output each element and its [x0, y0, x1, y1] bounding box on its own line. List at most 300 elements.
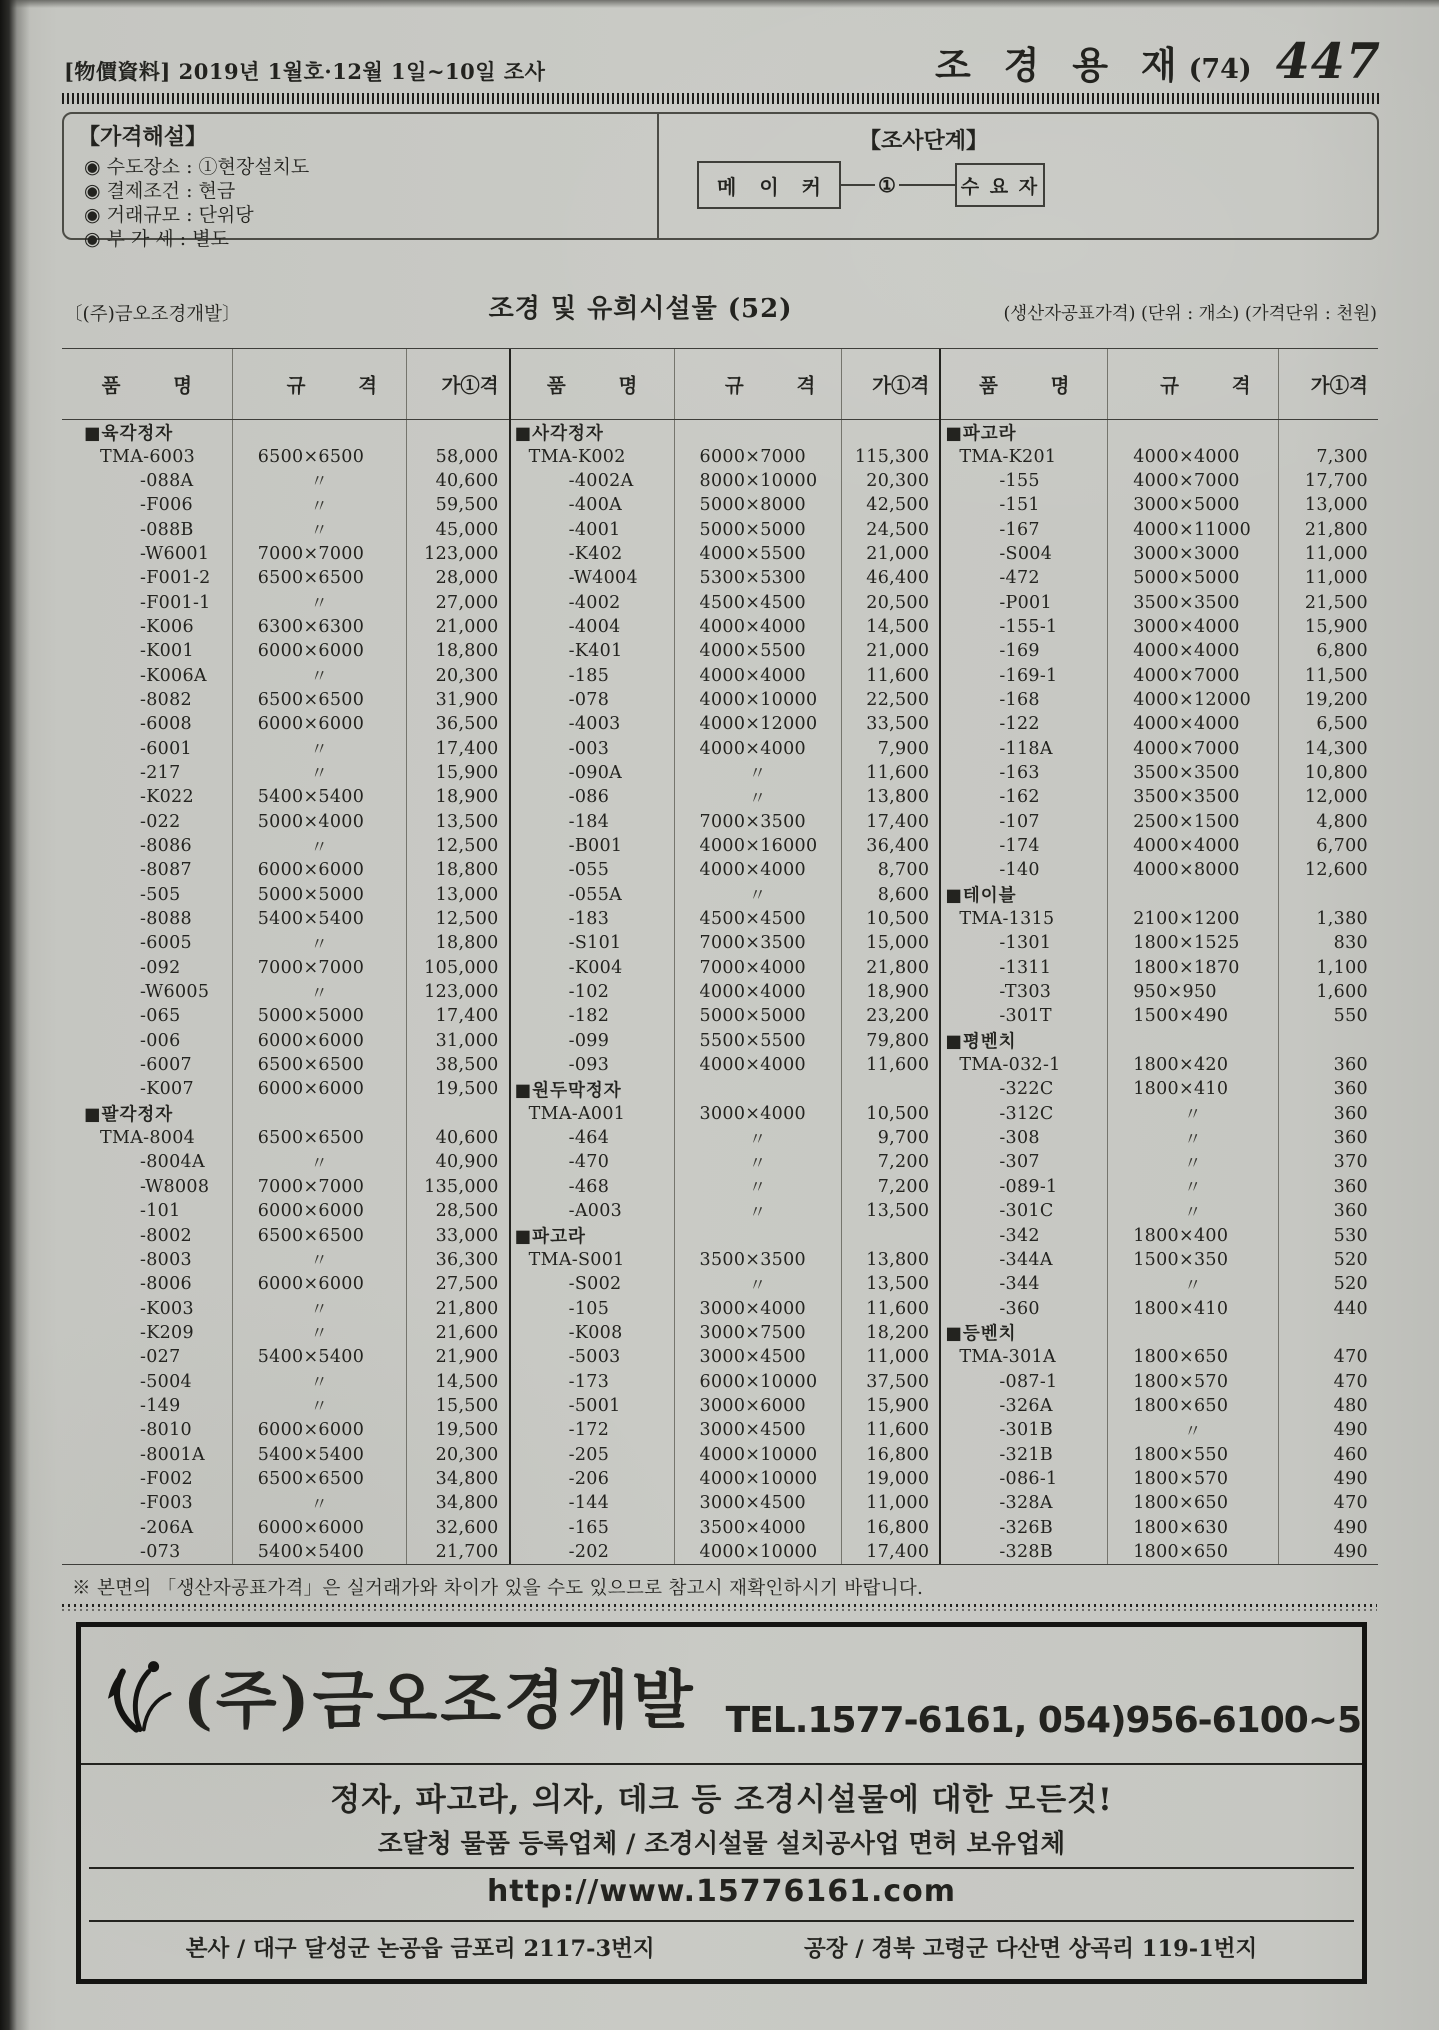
spec-cell: 5300×5300 — [674, 566, 841, 590]
item-name-cell: -099 — [568, 1030, 610, 1051]
spec-cell: 〃 — [674, 1199, 841, 1223]
item-name-cell: TMA-S001 — [528, 1249, 625, 1270]
item-name-cell: -6001 — [140, 738, 192, 759]
price-cell: 490 — [1278, 1418, 1378, 1442]
item-name-cell: -5001 — [568, 1395, 621, 1416]
spec-cell: 1800×650 — [1107, 1491, 1277, 1515]
spec-cell: 1800×570 — [1107, 1369, 1277, 1393]
spec-cell: 6500×6500 — [232, 1053, 406, 1077]
item-name-cell: -K209 — [140, 1322, 194, 1343]
spec-cell: 6000×6000 — [232, 639, 406, 663]
item-name-cell: -006 — [140, 1030, 181, 1051]
spec-cell: 6000×6000 — [232, 712, 406, 736]
table-row — [941, 1004, 1378, 1028]
table-row — [62, 736, 509, 760]
scan-edge-shadow — [0, 0, 1439, 8]
item-name-cell: -4001 — [568, 519, 621, 540]
table-header-row — [511, 349, 940, 419]
item-name-cell: -8003 — [140, 1249, 192, 1270]
flow-step-label: ① — [878, 173, 896, 197]
spec-cell: 4000×8000 — [1107, 858, 1277, 882]
spec-cell: 4000×16000 — [674, 834, 841, 858]
table-row — [62, 1004, 509, 1028]
price-cell — [841, 1077, 940, 1101]
price-cell — [406, 420, 509, 444]
advertisement-box — [76, 1622, 1367, 1984]
item-name-cell: -206 — [568, 1468, 610, 1489]
column-header-price: 가①격 — [841, 349, 940, 419]
table-row — [941, 517, 1378, 541]
item-name-cell: -169 — [999, 641, 1040, 662]
item-name-cell: -K004 — [568, 957, 623, 978]
price-cell: 460 — [1278, 1442, 1378, 1466]
item-name-cell: -105 — [568, 1298, 610, 1319]
item-name-cell: -K008 — [568, 1322, 623, 1343]
price-cell — [841, 420, 940, 444]
item-name-cell: -087-1 — [999, 1371, 1058, 1392]
spec-cell: 〃 — [674, 761, 841, 785]
price-cell: 21,600 — [406, 1321, 509, 1345]
spec-cell: 3500×3500 — [1107, 590, 1277, 614]
item-name-cell: -144 — [568, 1493, 610, 1514]
item-name-cell: -328A — [999, 1493, 1053, 1514]
item-name-cell: -182 — [568, 1006, 610, 1027]
price-cell: 14,500 — [841, 615, 940, 639]
section-header-row — [511, 1223, 940, 1247]
header-right — [935, 32, 1381, 90]
spec-cell: 4000×4000 — [674, 615, 841, 639]
table-row — [941, 1102, 1378, 1126]
item-name-cell: -102 — [568, 982, 610, 1003]
table-row — [511, 1296, 940, 1320]
table-row — [941, 639, 1378, 663]
section-title: 조 경 용 재 — [934, 43, 1187, 87]
spec-cell: 5400×5400 — [232, 1442, 406, 1466]
column-header-price: 가①격 — [406, 349, 509, 419]
spec-cell: 1800×420 — [1107, 1053, 1277, 1077]
table-row — [941, 1515, 1378, 1539]
spec-cell: 〃 — [232, 663, 406, 687]
spec-cell: 4000×7000 — [1107, 663, 1277, 687]
spec-cell: 〃 — [232, 1150, 406, 1174]
spec-cell: 3000×4000 — [674, 1296, 841, 1320]
table-row — [511, 712, 940, 736]
spec-cell: 1800×570 — [1107, 1467, 1277, 1491]
price-cell: 20,300 — [841, 469, 940, 493]
spec-cell: 4000×4000 — [1107, 712, 1277, 736]
price-cell: 17,400 — [406, 736, 509, 760]
price-cell: 22,500 — [841, 688, 940, 712]
price-cell: 19,000 — [841, 1467, 940, 1491]
table-row — [511, 1418, 940, 1442]
spec-cell: 4000×4000 — [1107, 639, 1277, 663]
spec-cell: 1500×350 — [1107, 1248, 1277, 1272]
item-name-cell: -F003 — [140, 1493, 193, 1514]
table-row — [511, 834, 940, 858]
spec-cell: 〃 — [232, 736, 406, 760]
spec-cell: 7000×7000 — [232, 1175, 406, 1199]
column-header-name: 품 명 — [101, 374, 193, 397]
price-cell: 42,500 — [841, 493, 940, 517]
item-name-cell: -470 — [568, 1152, 610, 1173]
table-row — [511, 785, 940, 809]
price-cell — [1278, 420, 1378, 444]
spec-cell: 6500×6500 — [232, 566, 406, 590]
item-name-cell: TMA-K201 — [959, 446, 1057, 467]
spec-cell: 3000×7500 — [674, 1321, 841, 1345]
spec-cell: 6000×6000 — [232, 1199, 406, 1223]
item-name-cell: -086-1 — [999, 1468, 1058, 1489]
price-guide-item: ◉ 부 가 세 : 별도 — [84, 228, 229, 250]
table-row — [62, 883, 509, 907]
price-table — [62, 348, 1378, 1565]
table-row — [941, 907, 1378, 931]
price-cell: 13,500 — [841, 1199, 940, 1223]
table-row — [511, 1442, 940, 1466]
company-logo-icon — [103, 1655, 177, 1735]
price-cell: 24,500 — [841, 517, 940, 541]
price-cell: 18,200 — [841, 1321, 940, 1345]
spec-cell: 4000×4000 — [674, 980, 841, 1004]
table-row — [511, 1369, 940, 1393]
maker-box: 메 이 커 — [697, 161, 841, 209]
spec-cell: 6500×6500 — [232, 688, 406, 712]
table-row — [941, 469, 1378, 493]
table-row — [941, 761, 1378, 785]
price-cell: 15,000 — [841, 931, 940, 955]
table-row — [511, 1345, 940, 1369]
spec-cell: 〃 — [232, 1296, 406, 1320]
ad-phone-numbers: TEL.1577-6161, 054)956-6100~5 — [725, 1700, 1362, 1741]
section-header-row — [941, 883, 1378, 907]
page-number: 447 — [1275, 32, 1381, 90]
price-cell: 31,900 — [406, 688, 509, 712]
price-cell: 79,800 — [841, 1029, 940, 1053]
item-name-cell: -326A — [999, 1395, 1053, 1416]
price-cell: 15,500 — [406, 1394, 509, 1418]
spec-cell: 〃 — [232, 1248, 406, 1272]
item-name-cell: -206A — [140, 1517, 194, 1538]
price-cell: 18,800 — [406, 639, 509, 663]
table-group-3 — [939, 349, 1378, 1564]
spec-cell: 3000×5000 — [1107, 493, 1277, 517]
table-row — [511, 1540, 940, 1564]
item-name-cell: -307 — [999, 1152, 1040, 1173]
table-row — [511, 810, 940, 834]
info-box-divider — [657, 114, 659, 238]
table-row — [941, 1199, 1378, 1223]
price-cell: 18,900 — [406, 785, 509, 809]
table-row — [511, 542, 940, 566]
item-name-cell: -5004 — [140, 1371, 192, 1392]
item-name-cell: -151 — [999, 495, 1040, 516]
spec-cell: 5000×8000 — [674, 493, 841, 517]
table-row — [511, 566, 940, 590]
spec-cell: 6000×6000 — [232, 1272, 406, 1296]
table-header-row — [62, 349, 509, 419]
spec-cell: 〃 — [232, 761, 406, 785]
table-row — [941, 810, 1378, 834]
spec-cell: 1800×410 — [1107, 1296, 1277, 1320]
table-row — [941, 1248, 1378, 1272]
table-row — [62, 1515, 509, 1539]
item-name-cell: -086 — [568, 787, 610, 808]
price-cell: 20,500 — [841, 590, 940, 614]
ad-certifications: 조달청 물품 등록업체 / 조경시설물 설치공사업 면허 보유업체 — [377, 1829, 1066, 1859]
price-cell: 11,600 — [841, 663, 940, 687]
item-name-cell: -K006A — [140, 665, 207, 686]
price-guide-title: 【가격해설】 — [78, 124, 208, 150]
spec-cell — [1107, 1321, 1277, 1345]
price-cell: 11,500 — [1278, 663, 1378, 687]
item-name-cell: -4002A — [568, 470, 634, 491]
table-row — [941, 590, 1378, 614]
price-cell: 105,000 — [406, 956, 509, 980]
spec-cell: 1800×650 — [1107, 1394, 1277, 1418]
price-cell: 21,800 — [841, 956, 940, 980]
spec-cell: 4000×10000 — [674, 1467, 841, 1491]
item-name-cell: -K022 — [140, 787, 194, 808]
price-cell: 530 — [1278, 1223, 1378, 1247]
table-row — [62, 1394, 509, 1418]
price-cell: 8,600 — [841, 883, 940, 907]
item-name-cell: -022 — [140, 811, 181, 832]
item-name-cell: -183 — [568, 909, 610, 930]
item-name-cell: -172 — [568, 1420, 610, 1441]
table-row — [941, 1053, 1378, 1077]
table-row — [511, 736, 940, 760]
spec-cell: 4000×4000 — [674, 663, 841, 687]
item-name-cell: -K001 — [140, 641, 194, 662]
price-cell: 13,500 — [406, 810, 509, 834]
table-row — [511, 1175, 940, 1199]
spec-cell: 4000×10000 — [674, 688, 841, 712]
price-cell: 16,800 — [841, 1515, 940, 1539]
spec-cell: 〃 — [232, 1369, 406, 1393]
price-cell: 470 — [1278, 1491, 1378, 1515]
spec-cell: 〃 — [232, 590, 406, 614]
table-row — [62, 1442, 509, 1466]
price-cell: 18,800 — [406, 931, 509, 955]
item-name-cell: TMA-8004 — [100, 1128, 196, 1149]
price-cell: 13,800 — [841, 1248, 940, 1272]
spec-cell: 3000×4500 — [674, 1345, 841, 1369]
item-name-cell: -301B — [999, 1420, 1054, 1441]
price-cell — [1278, 1029, 1378, 1053]
table-row — [62, 1491, 509, 1515]
spec-cell: 5000×4000 — [232, 810, 406, 834]
spec-cell: 4000×12000 — [1107, 688, 1277, 712]
table-row — [511, 980, 940, 1004]
spec-cell: 〃 — [1107, 1175, 1277, 1199]
price-cell: 37,500 — [841, 1369, 940, 1393]
item-name-cell: -505 — [140, 884, 181, 905]
spec-cell: 1800×650 — [1107, 1345, 1277, 1369]
spec-cell: 4000×12000 — [674, 712, 841, 736]
item-name-cell: -8001A — [140, 1444, 205, 1465]
price-cell: 360 — [1278, 1102, 1378, 1126]
section-title: ■팔각정자 — [84, 1105, 174, 1126]
price-cell: 7,300 — [1278, 444, 1378, 468]
item-name-cell: -8002 — [140, 1225, 192, 1246]
price-cell: 21,700 — [406, 1540, 509, 1564]
item-name-cell: -6008 — [140, 714, 192, 735]
price-cell: 520 — [1278, 1272, 1378, 1296]
item-name-cell: TMA-301A — [959, 1347, 1056, 1368]
price-cell: 17,700 — [1278, 469, 1378, 493]
table-row — [511, 493, 940, 517]
item-name-cell: -107 — [999, 811, 1040, 832]
price-cell — [406, 1102, 509, 1126]
table-row — [511, 469, 940, 493]
item-name-cell: -101 — [140, 1201, 181, 1222]
price-cell: 115,300 — [841, 444, 940, 468]
table-row — [941, 931, 1378, 955]
item-name-cell: -174 — [999, 836, 1040, 857]
item-name-cell: -5003 — [568, 1347, 621, 1368]
spec-cell: 3500×3500 — [674, 1248, 841, 1272]
item-name-cell: -468 — [568, 1176, 610, 1197]
price-cell: 34,800 — [406, 1467, 509, 1491]
price-cell: 1,600 — [1278, 980, 1378, 1004]
item-name-cell: -342 — [999, 1225, 1040, 1246]
table-row — [62, 615, 509, 639]
spec-cell: 6000×6000 — [232, 858, 406, 882]
item-name-cell: -S101 — [568, 933, 622, 954]
item-name-cell: -078 — [568, 689, 610, 710]
section-header-row — [941, 1321, 1378, 1345]
table-row — [511, 615, 940, 639]
table-row — [62, 785, 509, 809]
spec-cell: 3000×4000 — [1107, 615, 1277, 639]
item-name-cell: -K401 — [568, 641, 623, 662]
spec-cell: 4000×5500 — [674, 542, 841, 566]
item-name-cell: -088B — [140, 519, 194, 540]
price-cell: 16,800 — [841, 1442, 940, 1466]
table-row — [511, 1491, 940, 1515]
table-row — [511, 517, 940, 541]
spec-cell — [674, 1077, 841, 1101]
table-row — [941, 1175, 1378, 1199]
item-name-cell: -312C — [999, 1103, 1054, 1124]
spec-cell: 7000×3500 — [674, 810, 841, 834]
price-cell: 18,900 — [841, 980, 940, 1004]
table-row — [62, 980, 509, 1004]
price-cell: 7,200 — [841, 1150, 940, 1174]
item-name-cell: -065 — [140, 1006, 181, 1027]
table-row — [511, 590, 940, 614]
survey-stage-diagram — [697, 160, 1045, 210]
price-cell: 36,500 — [406, 712, 509, 736]
spec-cell: 6500×6500 — [232, 1223, 406, 1247]
spec-cell: 3000×3000 — [1107, 542, 1277, 566]
table-row — [511, 1394, 940, 1418]
section-header-row — [941, 1029, 1378, 1053]
price-cell: 6,500 — [1278, 712, 1378, 736]
table-row — [941, 834, 1378, 858]
price-cell: 11,600 — [841, 1053, 940, 1077]
spec-cell: 4000×5500 — [674, 639, 841, 663]
price-cell: 36,400 — [841, 834, 940, 858]
table-title-row — [62, 288, 1377, 334]
table-row — [62, 810, 509, 834]
table-body — [62, 419, 509, 1564]
table-row — [62, 956, 509, 980]
spec-cell: 6500×6500 — [232, 1467, 406, 1491]
spec-cell: 〃 — [232, 517, 406, 541]
price-cell: 23,200 — [841, 1004, 940, 1028]
item-name-cell: -185 — [568, 665, 610, 686]
table-row — [62, 444, 509, 468]
item-name-cell: -4002 — [568, 592, 621, 613]
section-header-row — [62, 420, 509, 444]
price-cell: 10,500 — [841, 1102, 940, 1126]
item-name-cell: -8082 — [140, 689, 192, 710]
price-cell: 21,000 — [841, 639, 940, 663]
item-name-cell: -K003 — [140, 1298, 194, 1319]
item-name-cell: -217 — [140, 762, 181, 783]
table-row — [62, 1296, 509, 1320]
item-name-cell: -464 — [568, 1128, 610, 1149]
table-row — [941, 1223, 1378, 1247]
item-name-cell: -W6005 — [140, 982, 210, 1003]
item-name-cell: -173 — [568, 1371, 610, 1392]
table-row — [511, 1029, 940, 1053]
spec-cell — [674, 1223, 841, 1247]
spec-cell: 3000×4500 — [674, 1418, 841, 1442]
table-row — [941, 615, 1378, 639]
item-name-cell: -155-1 — [999, 616, 1058, 637]
table-row — [511, 1053, 940, 1077]
table-row — [941, 493, 1378, 517]
item-name-cell: TMA-032-1 — [959, 1055, 1061, 1076]
price-cell: 38,500 — [406, 1053, 509, 1077]
item-name-cell: -163 — [999, 762, 1040, 783]
price-cell: 28,000 — [406, 566, 509, 590]
price-cell: 4,800 — [1278, 810, 1378, 834]
item-name-cell: -344A — [999, 1249, 1053, 1270]
spec-cell: 4000×4000 — [674, 858, 841, 882]
spec-cell: 〃 — [232, 980, 406, 1004]
price-cell: 19,500 — [406, 1077, 509, 1101]
dotted-divider — [62, 1609, 1377, 1611]
item-name-cell: -168 — [999, 689, 1040, 710]
spec-cell: 6000×6000 — [232, 1077, 406, 1101]
spec-cell: 〃 — [674, 1150, 841, 1174]
spec-cell: 〃 — [1107, 1199, 1277, 1223]
table-row — [511, 663, 940, 687]
section-number: (74) — [1188, 54, 1252, 85]
item-name-cell: -6005 — [140, 933, 192, 954]
price-cell: 360 — [1278, 1175, 1378, 1199]
item-name-cell: -F002 — [140, 1468, 193, 1489]
spec-cell: 4000×4000 — [674, 1053, 841, 1077]
section-title: ■사각정자 — [514, 423, 604, 444]
table-row — [511, 1004, 940, 1028]
spec-cell: 7000×4000 — [674, 956, 841, 980]
price-cell: 7,900 — [841, 736, 940, 760]
table-row — [62, 712, 509, 736]
page-header — [64, 32, 1381, 90]
price-cell: 21,000 — [406, 615, 509, 639]
spec-cell: 1800×400 — [1107, 1223, 1277, 1247]
spec-cell: 8000×10000 — [674, 469, 841, 493]
item-name-cell: -149 — [140, 1395, 181, 1416]
spec-cell: 1800×630 — [1107, 1515, 1277, 1539]
spec-cell: 〃 — [232, 493, 406, 517]
item-name-cell: -P001 — [999, 592, 1052, 613]
price-cell: 21,800 — [1278, 517, 1378, 541]
